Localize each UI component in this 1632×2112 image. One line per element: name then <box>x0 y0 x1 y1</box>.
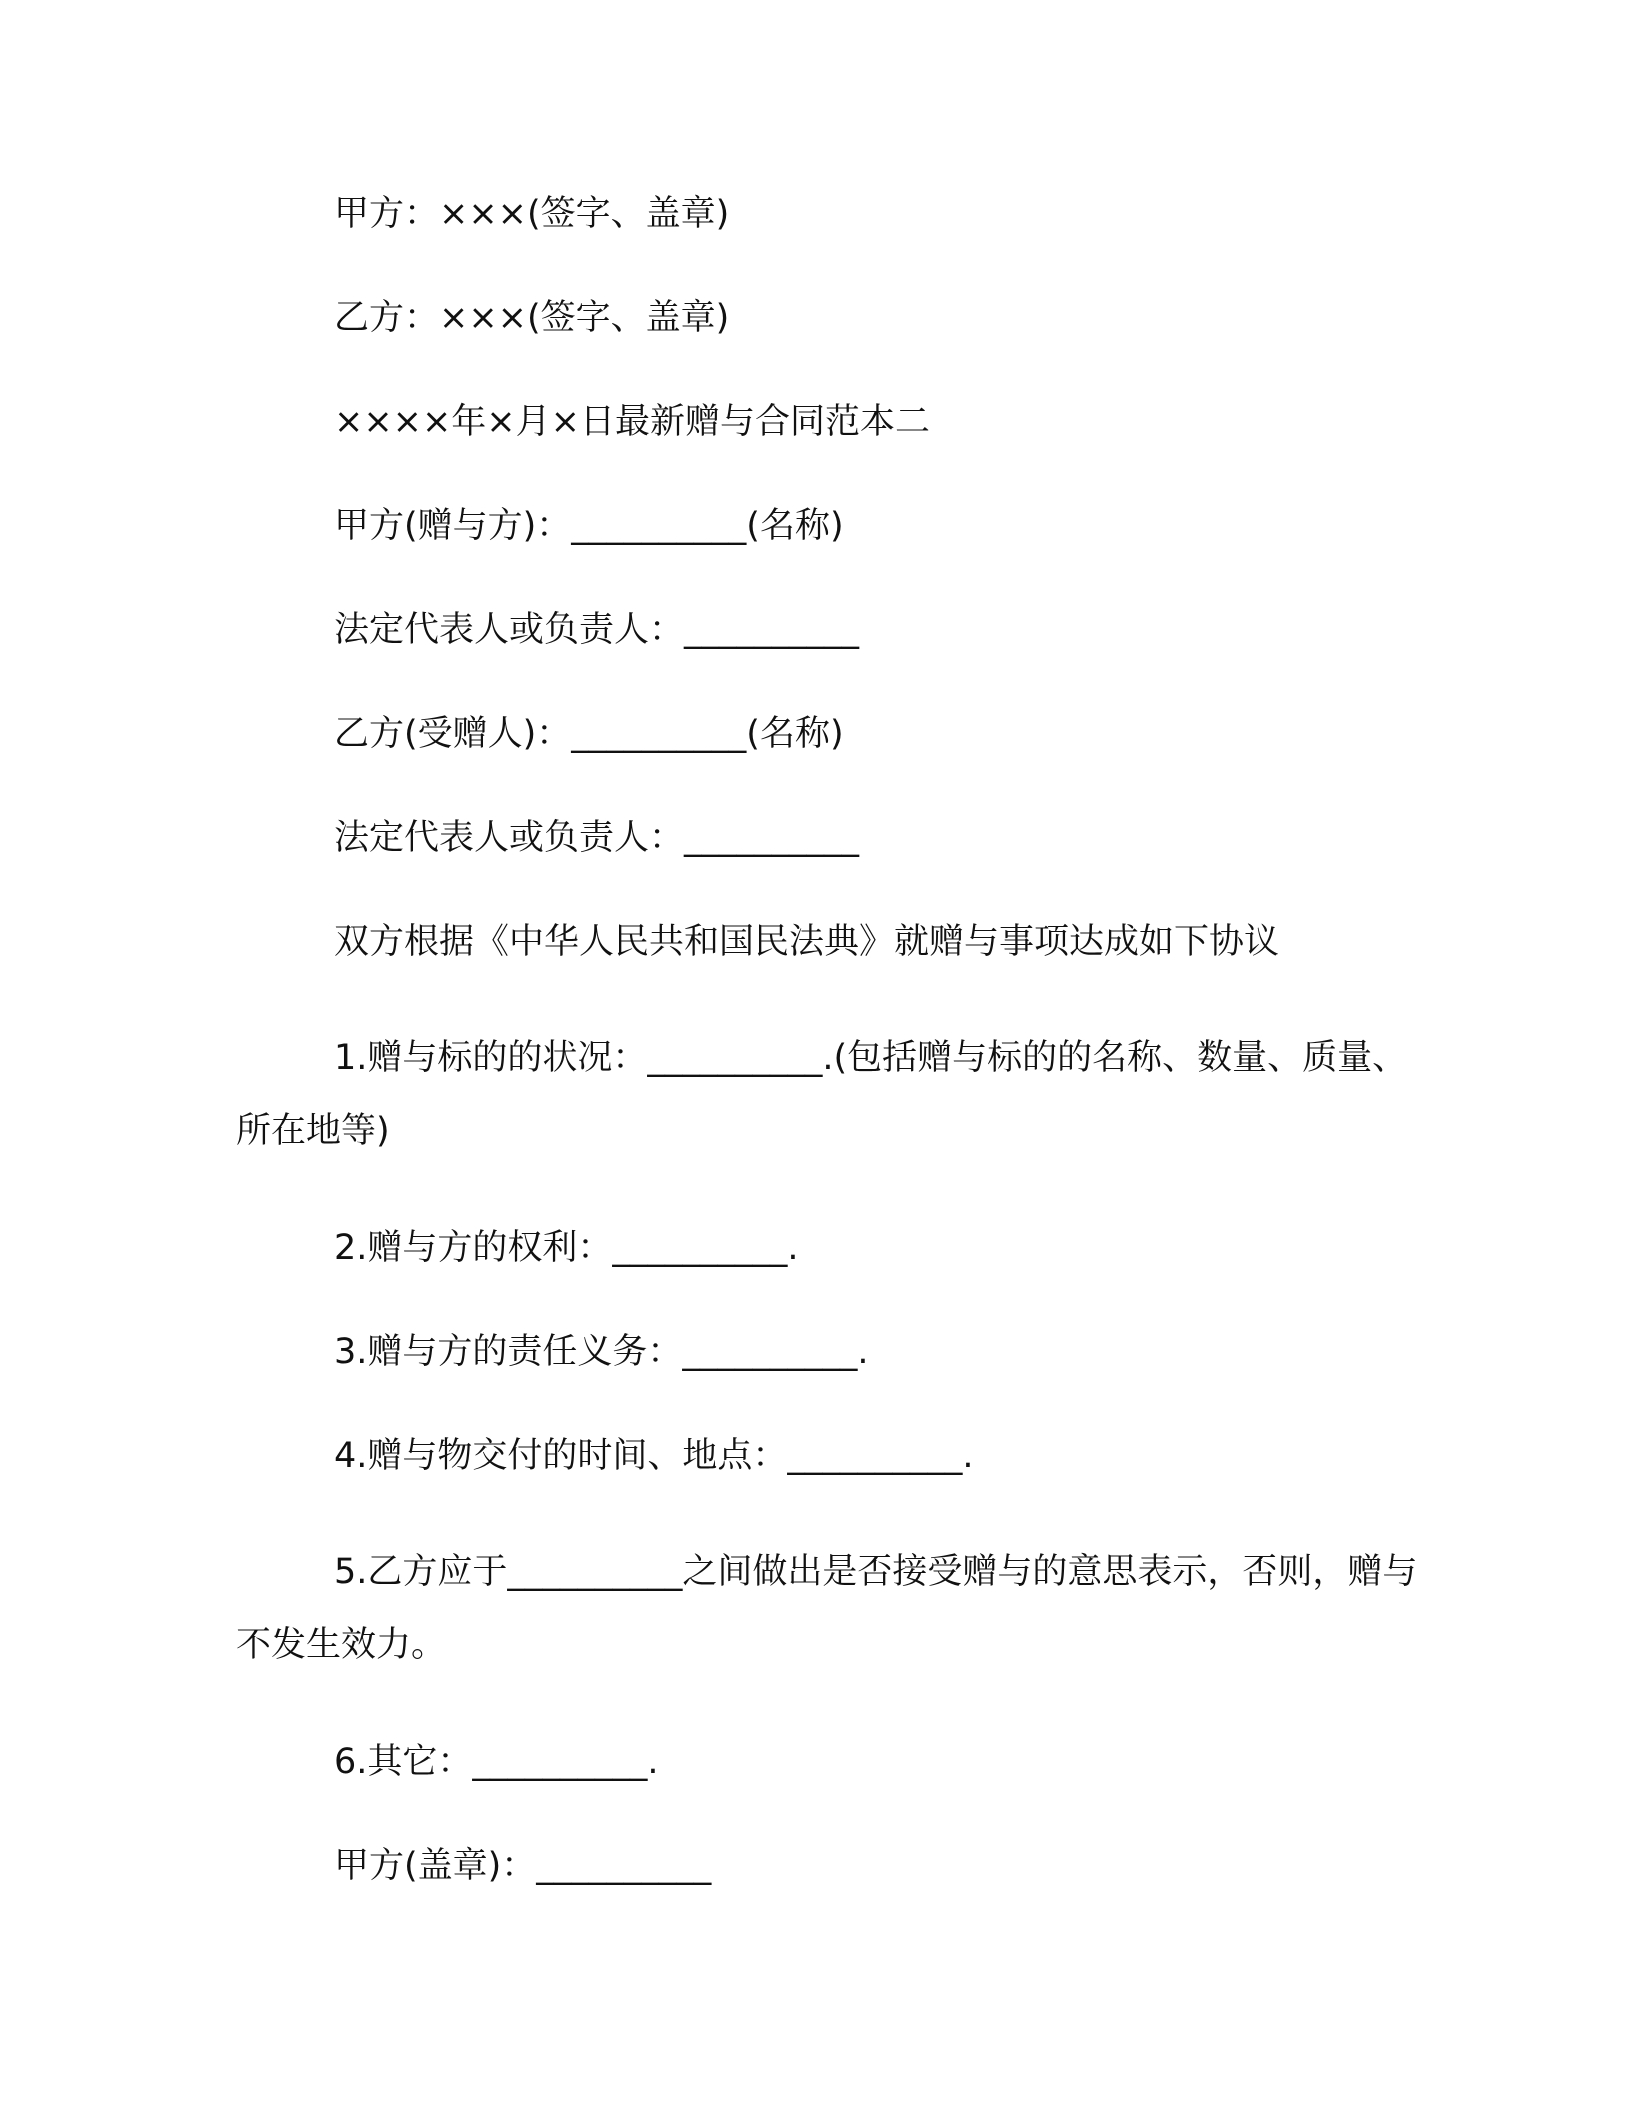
party-a-representative-line: 法定代表人或负责人：__________ <box>334 610 860 650</box>
clause-4: 4.赠与物交付的时间、地点：__________. <box>334 1436 974 1476</box>
clause-1: 1.赠与标的的状况：__________.(包括赠与标的的名称、数量、质量、所在地等) <box>236 1038 1408 1151</box>
clause-2: 2.赠与方的权利：__________. <box>334 1228 799 1268</box>
clause-5: 5.乙方应于__________之间做出是否接受赠与的意思表示，否则，赠与不发生效力。 <box>236 1552 1418 1665</box>
party-a-name-line: 甲方(赠与方)：__________(名称) <box>334 506 844 546</box>
agreement-intro-line: 双方根据《中华人民共和国民法典》就赠与事项达成如下协议 <box>334 922 1280 962</box>
document-body <box>236 190 1426 1946</box>
clause-3: 3.赠与方的责任义务：__________. <box>334 1332 869 1372</box>
party-a-signature-line: 甲方：×××(签字、盖章) <box>334 194 730 234</box>
clause-6: 6.其它：__________. <box>334 1742 659 1782</box>
party-b-signature-line: 乙方：×××(签字、盖章) <box>334 298 730 338</box>
party-b-representative-line: 法定代表人或负责人：__________ <box>334 818 860 858</box>
party-b-name-line: 乙方(受赠人)：__________(名称) <box>334 714 844 754</box>
date-and-title-line: ××××年×月×日最新赠与合同范本二 <box>334 402 930 442</box>
party-a-seal-line: 甲方(盖章)：__________ <box>334 1846 712 1886</box>
